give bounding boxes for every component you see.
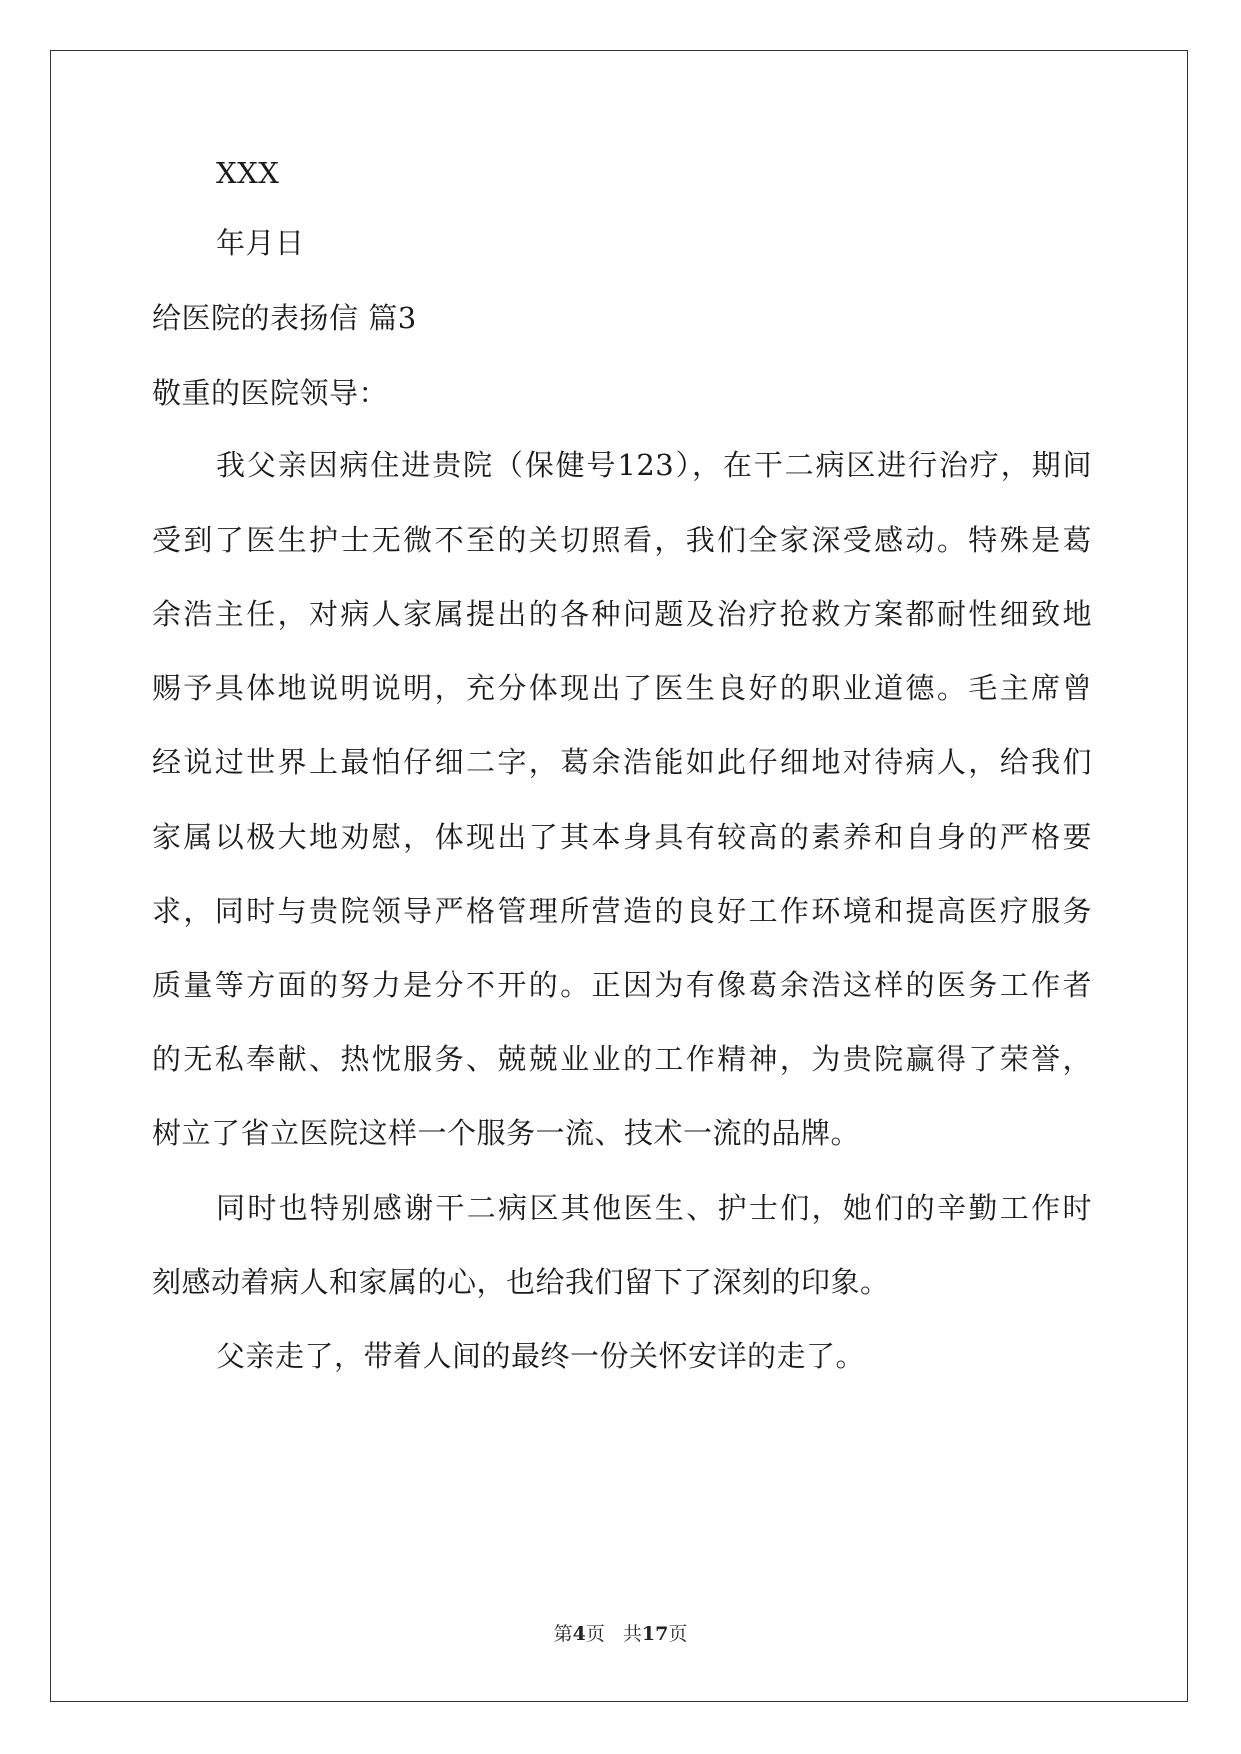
paragraph-1-line-6: 家属以极大地劝慰，体现出了其本身具有较高的素养和自身的严格要 — [152, 820, 1092, 854]
paragraph-3-line-1: 父亲走了，带着人间的最终一份关怀安详的走了。 — [216, 1339, 866, 1373]
page-border — [50, 50, 1188, 1702]
page-prefix: 第 — [553, 1623, 573, 1645]
salutation: 敬重的医院领导： — [152, 376, 389, 410]
page-suffix: 页 — [585, 1623, 605, 1645]
total-prefix: 共 — [622, 1623, 642, 1645]
paragraph-1-line-4: 赐予具体地说明说明，充分体现出了医生良好的职业道德。毛主席曾 — [152, 671, 1092, 705]
signature: XXX — [216, 156, 280, 190]
date-line: 年月日 — [216, 226, 305, 260]
paragraph-1-line-1: 我父亲因病住进贵院（保健号123），在干二病区进行治疗，期间 — [216, 448, 1092, 482]
paragraph-1-line-5: 经说过世界上最怕仔细二字，葛余浩能如此仔细地对待病人，给我们 — [152, 745, 1092, 779]
page-current: 4 — [572, 1623, 586, 1645]
total-suffix: 页 — [668, 1623, 688, 1645]
paragraph-2-line-1: 同时也特别感谢干二病区其他医生、护士们，她们的辛勤工作时 — [216, 1191, 1092, 1225]
paragraph-1-line-3: 余浩主任，对病人家属提出的各种问题及治疗抢救方案都耐性细致地 — [152, 597, 1092, 631]
paragraph-2-line-2: 刻感动着病人和家属的心，也给我们留下了深刻的印象。 — [152, 1265, 890, 1299]
paragraph-1-line-8: 质量等方面的努力是分不开的。正因为有像葛余浩这样的医务工作者 — [152, 968, 1092, 1002]
paragraph-1-line-2: 受到了医生护士无微不至的关切照看，我们全家深受感动。特殊是葛 — [152, 523, 1092, 557]
paragraph-1-line-9: 的无私奉献、热忱服务、兢兢业业的工作精神，为贵院赢得了荣誉， — [152, 1042, 1092, 1076]
page-total: 17 — [641, 1623, 669, 1645]
paragraph-1-line-10: 树立了省立医院这样一个服务一流、技术一流的品牌。 — [152, 1116, 861, 1150]
section-title: 给医院的表扬信 篇3 — [152, 301, 417, 335]
page-footer — [0, 1622, 1241, 1646]
paragraph-1-line-7: 求，同时与贵院领导严格管理所营造的良好工作环境和提高医疗服务 — [152, 894, 1092, 928]
